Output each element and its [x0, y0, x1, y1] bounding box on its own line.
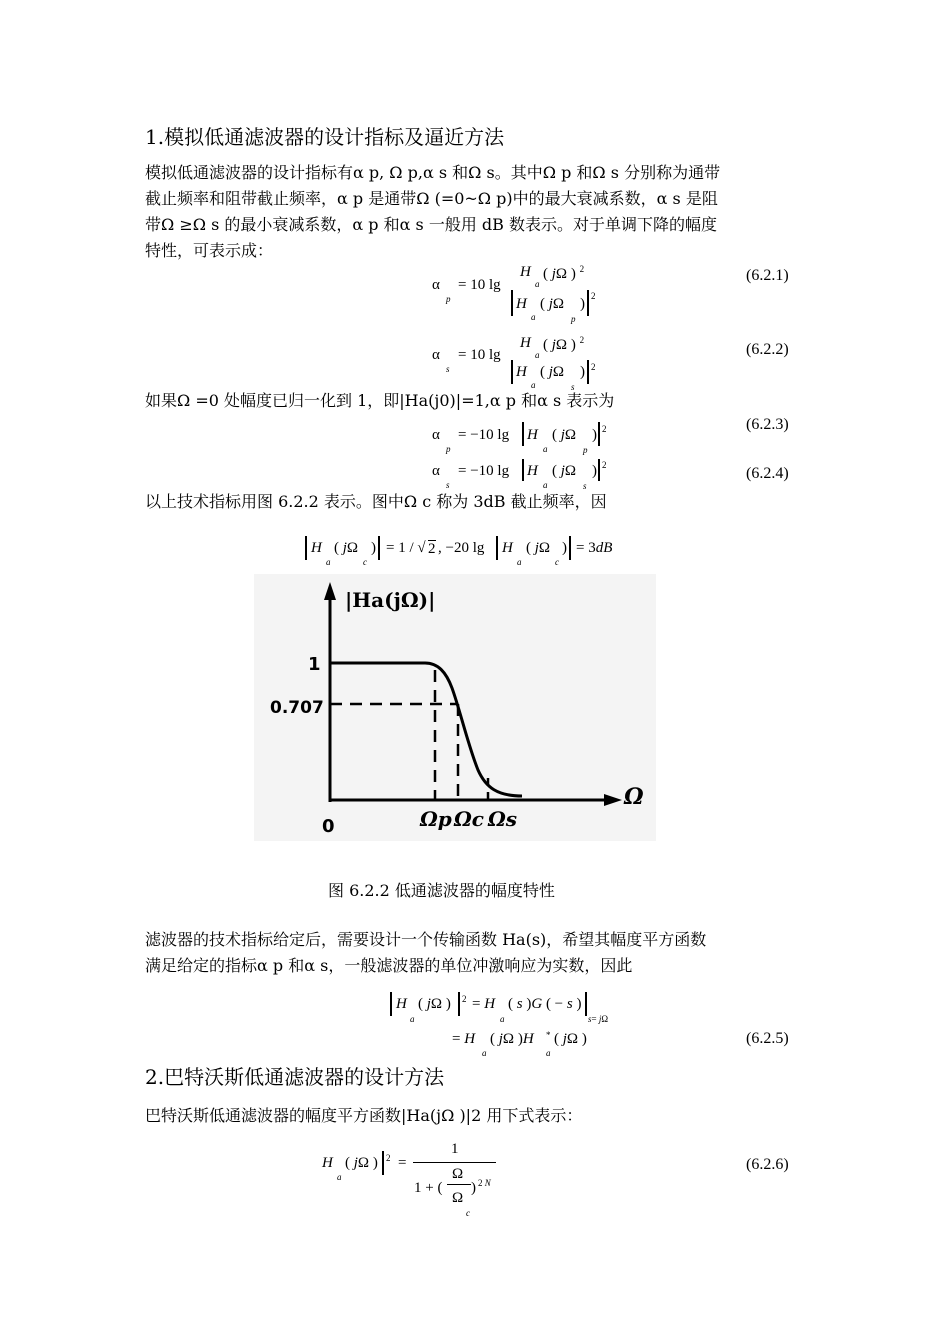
equation-number: (6.2.5): [746, 1030, 789, 1047]
equation-number: (6.2.6): [746, 1156, 789, 1173]
section-1-heading: 1.模拟低通滤波器的设计指标及逼近方法: [145, 125, 505, 149]
tick-1-label: 1: [308, 654, 321, 675]
tick-0707-label: 0.707: [270, 698, 324, 718]
omega-c-label: Ωc: [454, 807, 484, 831]
document-page: 1.模拟低通滤波器的设计指标及逼近方法 模拟低通滤波器的设计指标有α p, Ω p,α s 和Ω s。其中Ω p 和Ω s 分别称为通带 截止频率和阻带截止频率，α p 是通带Ω (=0~Ω p)中的最大衰减系数，α s 是阻 带Ω ≥Ω s 的最小衰减系数，α p 和α s 一般用 dB 数表示。对于单调下降的幅度 特性，可表示成： α p = 10 lg H a ( jΩ ) $^2$ H a ( jΩ p ) 2 (6.2.1) α s = 10 lg H a ( jΩ ) $^2$ H a ( jΩ s ) 2 (6.2.2) 如果Ω =0 处幅度已归一化到 1，即|Ha(j0)|=1,α p 和α s 表示为 α p = −10 lg H a ( jΩ p ) 2 (6.2.3) α s = −10 lg H a ( jΩ s ) 2 (6.2.4) 以上技术指标用图 6.2.2 表示。图中Ω c 称为 3dB 截止频率，因 H a ( jΩ c ) = 1 / √ 2 , −20 lg H a ( jΩ c ) = 3dB |Ha(jΩ)| 1 0.707 0 Ω Ωp Ωc Ωs 图 6.2.2 低通滤波器的幅度特性 滤波器的技术指标给定后，需要设计一个传输函数 Ha(s)，希望其幅度平方函数 满足给定的指标α p 和α s，一般滤波器的单位冲激响应为实数，因此 H a ( jΩ ) 2 = H a ( s )G ( − s ) s= jΩ = H a ( jΩ )H a * ( jΩ ) (6.2.5) 2.巴特沃斯低通滤波器的设计方法 巴特沃斯低通滤波器的幅度平方函数|Ha(jΩ )|2 用下式表示： H a ( jΩ ) 2 = 1 1 + ( Ω Ω c ) 2 N (6.2.6): [0, 0, 950, 1344]
equation-number: (6.2.3): [746, 416, 789, 433]
figure-caption: 图 6.2.2 低通滤波器的幅度特性: [328, 881, 555, 900]
omega-s-label: Ωs: [488, 807, 518, 831]
x-axis-label: Ω: [624, 784, 644, 810]
paragraph-line: 滤波器的技术指标给定后，需要设计一个传输函数 Ha(s)，希望其幅度平方函数: [145, 930, 707, 949]
omega-p-label: Ωp: [420, 807, 452, 831]
section-2-heading: 2.巴特沃斯低通滤波器的设计方法: [145, 1065, 445, 1089]
paragraph-line: 带Ω ≥Ω s 的最小衰减系数，α p 和α s 一般用 dB 数表示。对于单调下降的幅度: [145, 215, 717, 234]
paragraph-line: 以上技术指标用图 6.2.2 表示。图中Ω c 称为 3dB 截止频率，因: [145, 492, 607, 511]
lowpass-magnitude-figure: [250, 570, 660, 845]
paragraph-line: 模拟低通滤波器的设计指标有α p, Ω p,α s 和Ω s。其中Ω p 和Ω s 分别称为通带: [145, 163, 721, 182]
y-axis-label: |Ha(jΩ)|: [345, 588, 436, 612]
paragraph-line: 满足给定的指标α p 和α s，一般滤波器的单位冲激响应为实数，因此: [145, 956, 633, 975]
paragraph-line: 截止频率和阻带截止频率，α p 是通带Ω (=0~Ω p)中的最大衰减系数，α s 是阻: [145, 189, 718, 208]
equation-number: (6.2.4): [746, 465, 789, 482]
paragraph-line: 特性，可表示成：: [145, 241, 274, 260]
equation-number: (6.2.2): [746, 341, 789, 358]
paragraph-line: 如果Ω =0 处幅度已归一化到 1，即|Ha(j0)|=1,α p 和α s 表示为: [145, 391, 615, 410]
paragraph-line: 巴特沃斯低通滤波器的幅度平方函数|Ha(jΩ )|2 用下式表示：: [145, 1106, 583, 1125]
equation-number: (6.2.1): [746, 267, 789, 284]
origin-label: 0: [322, 816, 335, 837]
